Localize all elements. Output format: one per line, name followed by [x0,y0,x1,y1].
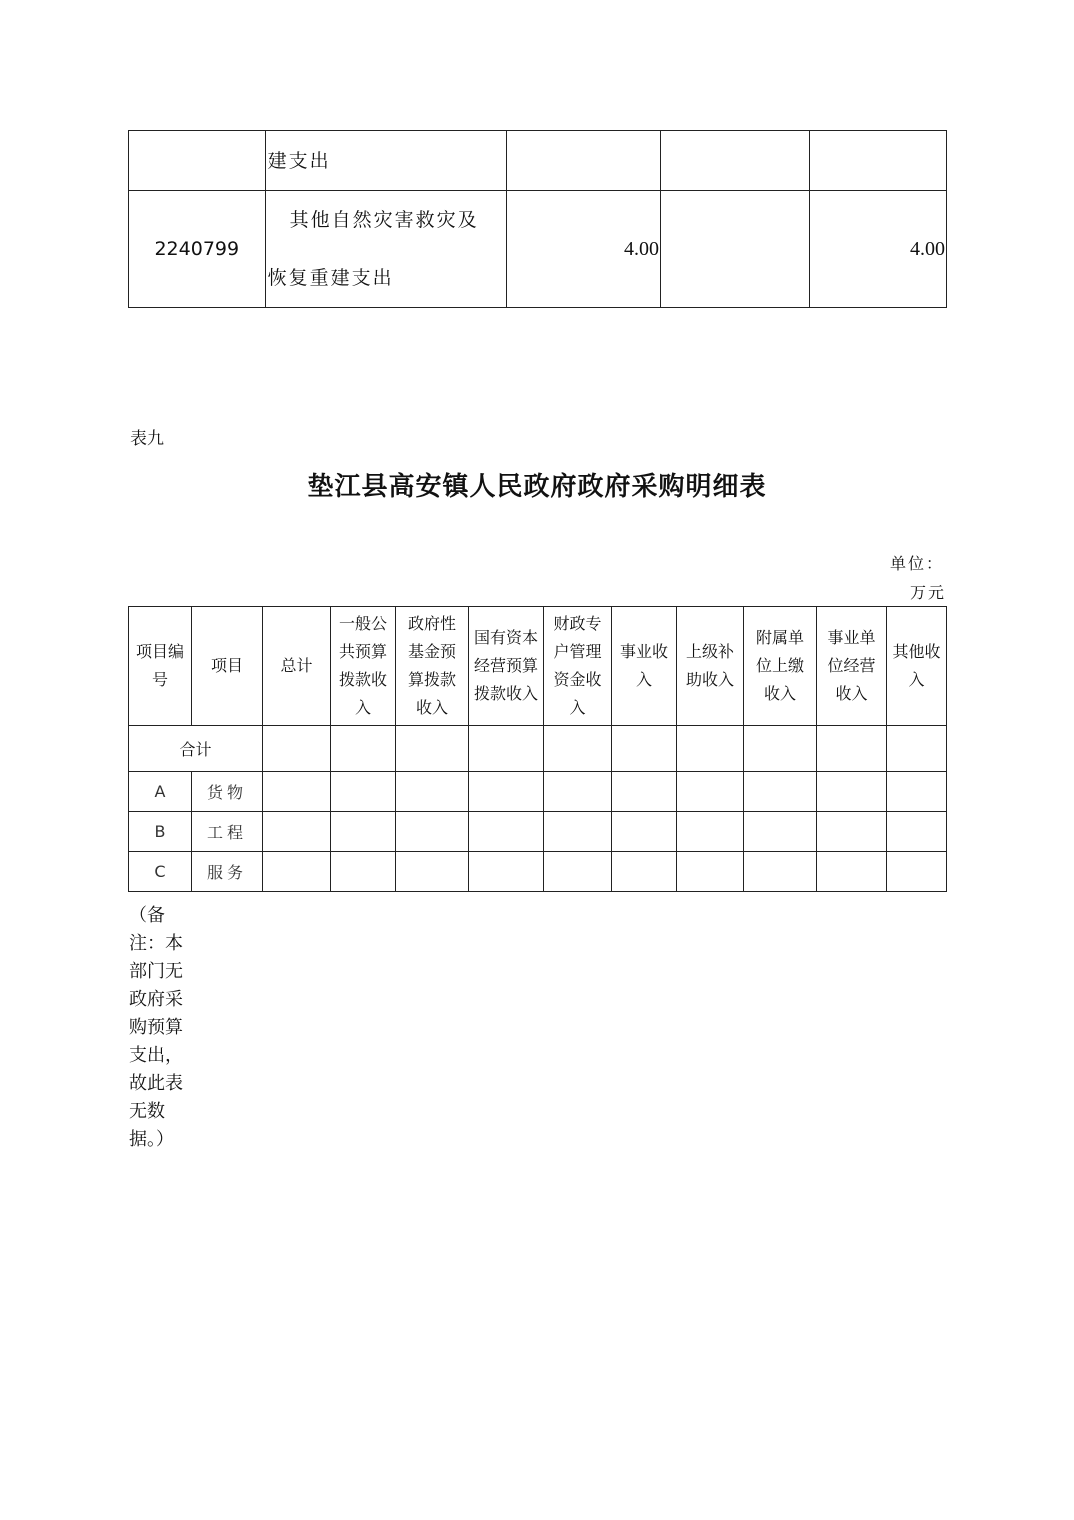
empty-cell [396,812,469,852]
row-name: 工程 [192,812,263,852]
header-business-income [612,607,677,726]
header-line: 拨款收入 [473,684,538,703]
header-line: 入 [635,670,652,689]
header-line: 算拨款 [407,670,456,689]
header-superior-subsidy [677,607,744,726]
empty-cell [396,726,469,772]
empty-cell [612,772,677,812]
sum-label: 合计 [129,726,263,772]
empty-cell [677,726,744,772]
header-line: 上级补 [685,642,734,661]
row2-name [265,191,506,308]
empty-cell [469,772,544,812]
row1-name: 建支出 [265,131,506,191]
table-tag: 表九 [130,429,164,449]
header-line: 收入 [763,684,796,703]
row1-v2 [661,131,810,191]
header-line: 助收入 [685,670,734,689]
header-line: 附属单 [755,628,804,647]
header-affiliated [744,607,817,726]
row2-v1: 4.00 [506,191,660,308]
table-row [129,852,947,892]
unit-value: 万元 [910,583,947,602]
empty-cell [887,852,947,892]
header-line: 基金预 [407,642,456,661]
empty-cell [744,772,817,812]
header-line: 总计 [280,656,313,675]
header-business-operation [817,607,887,726]
header-item [192,607,263,726]
row2-name-line1: 其他自然灾害救灾及 [289,209,479,231]
header-line: 财政专 [553,614,602,633]
header-line: 入 [354,698,371,717]
procurement-table [128,606,947,892]
row2-v3: 4.00 [809,191,946,308]
empty-cell [744,812,817,852]
header-line: 位上缴 [755,656,804,675]
header-line: 入 [569,698,586,717]
header-line: 位经营 [827,656,876,675]
header-general-budget [331,607,396,726]
header-line: 一般公 [338,614,387,633]
empty-cell [263,812,331,852]
empty-cell [612,726,677,772]
row1-v1 [506,131,660,191]
header-line: 经营预算 [473,656,538,675]
empty-cell [331,852,396,892]
header-line: 拨款收 [338,670,387,689]
header-line: 其他收 [892,642,941,661]
empty-cell [612,852,677,892]
empty-cell [887,812,947,852]
empty-cell [677,812,744,852]
header-line: 国有资本 [473,628,538,647]
empty-cell [263,726,331,772]
empty-cell [887,726,947,772]
empty-cell [469,812,544,852]
header-line: 收入 [835,684,868,703]
empty-cell [887,772,947,812]
header-line: 项目 [210,656,243,675]
empty-cell [544,812,612,852]
row-name: 服务 [192,852,263,892]
empty-cell [817,726,887,772]
header-code [129,607,192,726]
header-line: 资金收 [553,670,602,689]
empty-cell [263,772,331,812]
header-gov-fund [396,607,469,726]
empty-cell [396,852,469,892]
header-line: 户管理 [553,642,602,661]
header-line: 收入 [415,698,448,717]
empty-cell [331,772,396,812]
row-id: B [129,812,192,852]
header-line: 共预算 [338,642,387,661]
header-line: 项目编 [135,642,184,661]
row2-code: 2240799 [129,191,266,308]
empty-cell [469,852,544,892]
row1-v3 [809,131,946,191]
empty-cell [817,852,887,892]
header-state-capital [469,607,544,726]
empty-cell [469,726,544,772]
empty-cell [331,726,396,772]
empty-cell [677,772,744,812]
header-line: 政府性 [407,614,456,633]
unit-label: 单位： [890,554,945,573]
header-line: 号 [151,670,168,689]
empty-cell [331,812,396,852]
empty-cell [677,852,744,892]
row-id: C [129,852,192,892]
header-total [263,607,331,726]
empty-cell [612,812,677,852]
footnote: （备注：本部门无政府采购预算支出，故此表无数据。） [129,905,183,1150]
empty-cell [744,852,817,892]
empty-cell [817,772,887,812]
empty-cell [544,726,612,772]
table-row [129,772,947,812]
empty-cell [744,726,817,772]
sum-row [129,726,947,772]
page-title: 垫江县高安镇人民政府政府采购明细表 [307,472,767,502]
empty-cell [817,812,887,852]
header-line: 事业单 [827,628,876,647]
empty-cell [396,772,469,812]
header-other-income [887,607,947,726]
empty-cell [544,772,612,812]
row-name: 货物 [192,772,263,812]
empty-cell [544,852,612,892]
row2-name-line2: 恢复重建支出 [267,267,394,289]
row1-code [129,131,266,191]
table-row [129,812,947,852]
row-id: A [129,772,192,812]
row2-v2 [661,191,810,308]
header-line: 入 [908,670,925,689]
header-line: 事业收 [619,642,668,661]
empty-cell [263,852,331,892]
budget-continuation-table [128,130,947,308]
header-fiscal-special [544,607,612,726]
